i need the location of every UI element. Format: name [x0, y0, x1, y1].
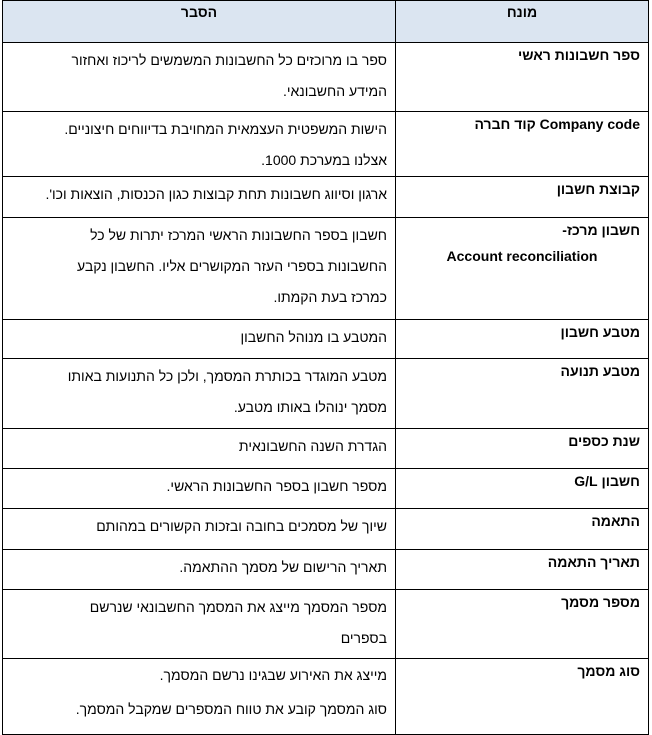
desc-line: אצלנו במערכת 1000.: [261, 152, 387, 168]
desc-cell: [3, 590, 396, 659]
term-cell: תאריך התאמה: [396, 550, 649, 590]
desc-cell: [3, 429, 396, 469]
desc-line: מייצג את האירוע שבגינו נרשם המסמך.: [159, 667, 387, 683]
term-cell: התאמה: [396, 509, 649, 550]
term-cell: מטבע חשבון: [396, 320, 649, 359]
term-cell: שנת כספים: [396, 429, 649, 469]
desc-line: תאריך הרישום של מסמך ההתאמה.: [179, 559, 387, 575]
desc-line: ארגון וסיווג חשבונות תחת קבוצות כגון הכנסות, הוצאות וכו'.: [45, 186, 387, 202]
term-main: חשבון מרכז-: [562, 222, 640, 238]
desc-line: חשבון בספר החשבונות הראשי המרכז יתרות של כל: [90, 227, 387, 243]
desc-line: סוג המסמך קובע את טווח המספרים שמקבל המסמך.: [75, 701, 387, 717]
desc-line: מטבע המוגדר בכותרת המסמך, ולכן כל התנועות באותו: [67, 368, 387, 384]
table-row: [3, 429, 649, 469]
desc-line: הישות המשפטית העצמאית המחויבת בדיווחים חיצוניים.: [64, 121, 387, 137]
term-cell: מספר מסמך: [396, 590, 649, 659]
desc-line: כמרכז בעת הקמתו.: [273, 289, 387, 305]
desc-cell: [3, 550, 396, 590]
desc-cell: [3, 43, 396, 112]
table-row: [3, 218, 649, 320]
header-term: מונח: [396, 1, 649, 43]
desc-cell: [3, 320, 396, 359]
desc-line: המטבע בו מנוהל החשבון: [240, 329, 387, 345]
term-cell: ספר חשבונות ראשי: [396, 43, 649, 112]
table-row: [3, 359, 649, 429]
desc-cell: [3, 509, 396, 550]
desc-line: החשבונות בספרי העזר המקושרים אליו. החשבון נקבע: [76, 258, 387, 274]
table-row: [3, 43, 649, 112]
desc-line: בספרים: [340, 630, 387, 646]
table-row: [3, 320, 649, 359]
term-cell: סוג מסמך: [396, 659, 649, 735]
glossary-table: [2, 0, 649, 735]
desc-cell: [3, 112, 396, 177]
table-row: [3, 550, 649, 590]
term-cell: מטבע תנועה: [396, 359, 649, 429]
desc-cell: [3, 359, 396, 429]
table-row: [3, 177, 649, 218]
header-explanation: הסבר: [3, 1, 396, 43]
table-row: [3, 112, 649, 177]
term-cell: Company code קוד חברה: [396, 112, 649, 177]
term-cell: [396, 218, 649, 320]
desc-cell: [3, 218, 396, 320]
desc-line: שיוך של מסמכים בחובה ובזכות הקשורים במהותם: [96, 518, 387, 534]
header-row: [3, 1, 649, 43]
term-sub: Account reconciliation: [446, 248, 598, 264]
table-row: [3, 509, 649, 550]
desc-line: מסמך ינוהלו באותו מטבע.: [233, 399, 387, 415]
term-cell: חשבון G/L: [396, 469, 649, 509]
desc-line: ספר בו מרוכזים כל החשבונות המשמשים לריכוז ואחזור: [71, 52, 387, 68]
desc-line: המידע החשבונאי.: [282, 83, 387, 99]
table-row: [3, 469, 649, 509]
table-row: [3, 659, 649, 735]
desc-cell: [3, 177, 396, 218]
table-row: [3, 590, 649, 659]
desc-line: מספר חשבון בספר החשבונות הראשי.: [166, 478, 387, 494]
desc-cell: [3, 469, 396, 509]
term-cell: קבוצת חשבון: [396, 177, 649, 218]
desc-line: הגדרת השנה החשבונאית: [238, 438, 387, 454]
desc-cell: [3, 659, 396, 735]
desc-line: מספר המסמך מייצג את המסמך החשבונאי שנרשם: [89, 599, 387, 615]
